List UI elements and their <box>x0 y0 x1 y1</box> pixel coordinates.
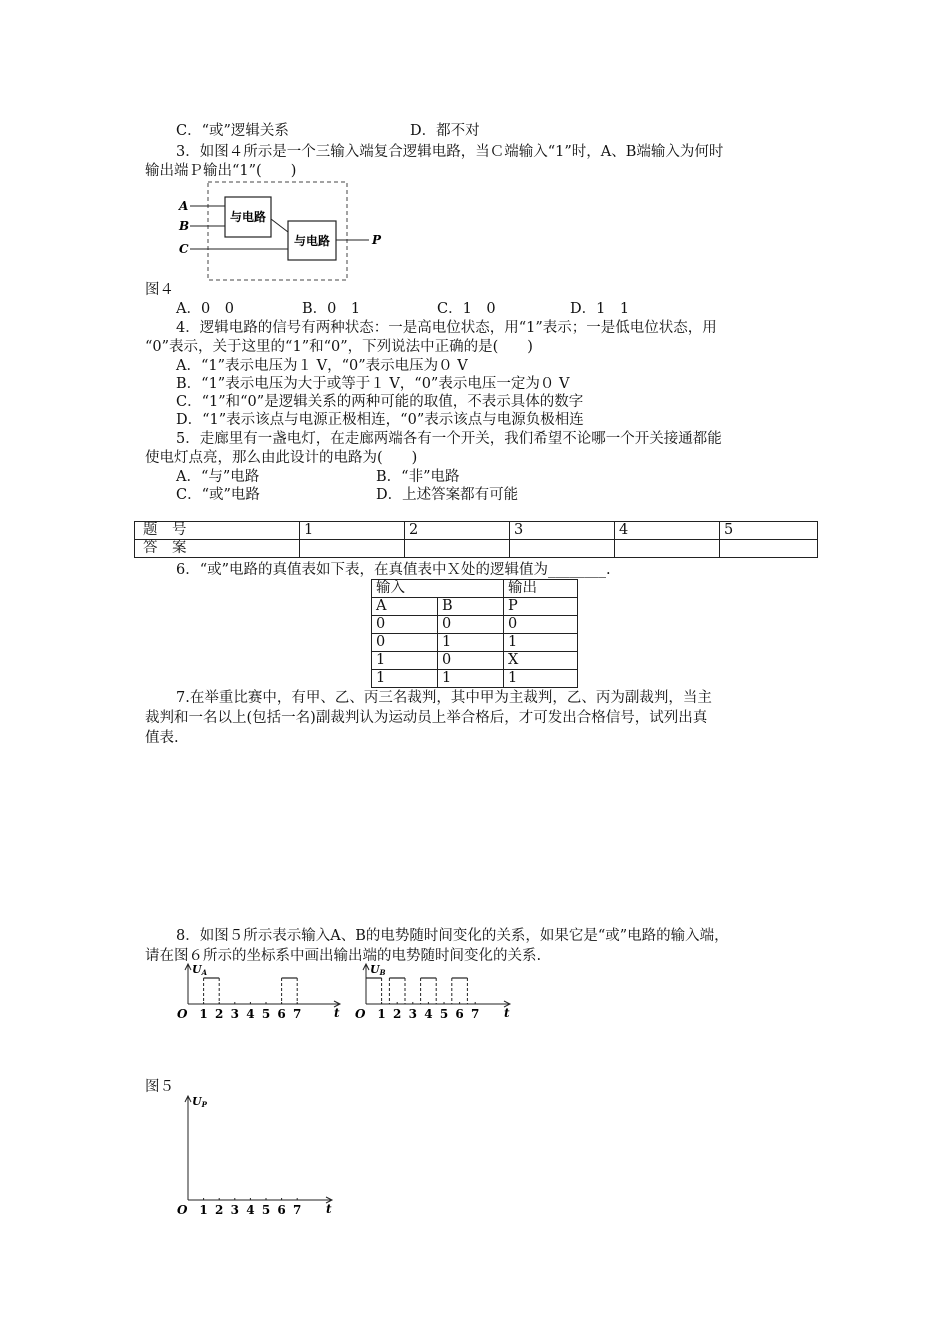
header-input: 输入 <box>372 580 504 598</box>
q5-text-line1: 5．走廊里有一盏电灯，在走廊两端各有一个开关，我们希望不论哪一个开关接通都能 <box>176 431 722 447</box>
ua-tick-label: 1 <box>199 1007 208 1021</box>
cell: 1 <box>438 634 504 652</box>
answer-cell-3[interactable] <box>510 540 615 558</box>
cell: 0 <box>438 652 504 670</box>
q3-option-c: C．1 0 <box>437 301 496 317</box>
q3-option-a: A．0 0 <box>176 301 234 317</box>
question-number-5: 5 <box>720 522 818 540</box>
ub-tick-label: 6 <box>455 1007 464 1021</box>
ub-tick-label: 2 <box>393 1007 402 1021</box>
table-row <box>135 522 818 540</box>
cell: 1 <box>438 670 504 688</box>
cell: 0 <box>372 616 438 634</box>
ub-y-label: UB <box>370 963 386 977</box>
input-b-label: B <box>179 219 190 233</box>
table-row <box>372 616 578 634</box>
col-a: A <box>372 598 438 616</box>
q7-text-line1: 7.在举重比赛中，有甲、乙、丙三名裁判，其中甲为主裁判，乙、丙为副裁判，当主 <box>176 690 712 706</box>
up-tick-label: 2 <box>215 1203 224 1217</box>
ub-t-label: t <box>504 1006 510 1020</box>
up-y-label-sub: P <box>201 1100 207 1109</box>
answer-cell-2[interactable] <box>405 540 510 558</box>
ub-tick-label: 5 <box>439 1007 449 1021</box>
ua-y-label-sub: A <box>201 968 208 977</box>
ua-tick-label: 4 <box>246 1007 255 1021</box>
figure-5-caption: 图５ <box>145 1079 174 1095</box>
cell: 1 <box>504 670 578 688</box>
q3-option-d: D．1 1 <box>570 301 630 317</box>
up-tick-label: 7 <box>293 1203 302 1217</box>
q5-option-d: D．上述答案都有可能 <box>376 487 519 503</box>
q8-text-line1: 8．如图５所示表示输入A、B的电势随时间变化的关系，如果它是“或”电路的输入端， <box>176 928 729 944</box>
table-row <box>135 540 818 558</box>
figure-4-caption: 图４ <box>145 282 174 298</box>
q3-text-line1: 3．如图４所示是一个三输入端复合逻辑电路，当Ｃ端输入“1”时，A、B端输入为何时 <box>176 144 724 160</box>
answer-table <box>134 521 818 558</box>
question-number-4: 4 <box>615 522 720 540</box>
input-a-label: A <box>179 199 189 213</box>
header-output: 输出 <box>504 580 578 598</box>
table-row <box>372 652 578 670</box>
cell: 1 <box>372 652 438 670</box>
q5-option-c: C．“或”电路 <box>176 487 260 503</box>
up-y-label: UP <box>192 1095 207 1109</box>
up-tick-label: 3 <box>230 1203 239 1217</box>
up-voltage-graph <box>172 1094 352 1224</box>
q2-option-d: D．都不对 <box>410 123 480 139</box>
q3-text-line2: 输出端Ｐ输出“1”( ) <box>145 163 297 179</box>
ub-voltage-graph <box>350 962 530 1022</box>
ua-tick-label: 6 <box>277 1007 286 1021</box>
ua-voltage-graph <box>172 962 352 1022</box>
q6-text: 6．“或”电路的真值表如下表，在真值表中Ｘ处的逻辑值为________. <box>176 562 611 578</box>
question-number-2: 2 <box>405 522 510 540</box>
ua-tick-label: 3 <box>230 1007 239 1021</box>
table-row <box>372 598 578 616</box>
q2-option-c: C．“或”逻辑关系 <box>176 123 289 139</box>
q7-text-line3: 值表. <box>145 730 179 746</box>
col-p: P <box>504 598 578 616</box>
q4-option-a: A．“1”表示电压为１ V，“0”表示电压为０ V <box>176 358 468 374</box>
q5-option-a: A．“与”电路 <box>176 469 260 485</box>
and-gate-2-label: 与电路 <box>293 234 331 248</box>
ub-origin-label: O <box>355 1007 366 1021</box>
q5-option-b: B．“非”电路 <box>376 469 460 485</box>
table-row <box>372 580 578 598</box>
answer-cell-5[interactable] <box>720 540 818 558</box>
ua-y-label: UA <box>192 963 208 977</box>
cell: 0 <box>504 616 578 634</box>
figure-4-circuit <box>170 178 390 284</box>
row-label-number: 题 号 <box>135 522 300 540</box>
ua-tick-label: 7 <box>293 1007 302 1021</box>
output-p-label: P <box>372 233 382 247</box>
q4-option-b: B．“1”表示电压为大于或等于１ V，“0”表示电压一定为０ V <box>176 376 570 392</box>
cell: 0 <box>372 634 438 652</box>
cell: 0 <box>438 616 504 634</box>
answer-cell-1[interactable] <box>300 540 405 558</box>
ua-tick-label: 2 <box>215 1007 224 1021</box>
q4-text-line1: 4．逻辑电路的信号有两种状态：一是高电位状态，用“1”表示；一是低电位状态，用 <box>176 320 717 336</box>
col-b: B <box>438 598 504 616</box>
q4-option-c: C．“1”和“0”是逻辑关系的两种可能的取值，不表示具体的数字 <box>176 394 584 410</box>
ua-t-label: t <box>334 1006 340 1020</box>
q3-option-b: B．0 1 <box>302 301 361 317</box>
truth-table <box>371 579 578 688</box>
cell: 1 <box>504 634 578 652</box>
ub-y-label-sub: B <box>379 968 386 977</box>
table-row <box>372 634 578 652</box>
q4-option-d: D．“1”表示该点与电源正极相连，“0”表示该点与电源负极相连 <box>176 412 584 428</box>
cell: 1 <box>372 670 438 688</box>
up-tick-label: 1 <box>199 1203 208 1217</box>
cell-x: X <box>504 652 578 670</box>
ub-tick-label: 1 <box>377 1007 386 1021</box>
input-c-label: C <box>179 242 189 256</box>
up-tick-label: 5 <box>261 1203 271 1217</box>
up-t-label: t <box>326 1202 332 1216</box>
ua-origin-label: O <box>177 1007 188 1021</box>
ub-tick-label: 3 <box>408 1007 417 1021</box>
question-number-1: 1 <box>300 522 405 540</box>
ub-tick-label: 7 <box>471 1007 480 1021</box>
answer-cell-4[interactable] <box>615 540 720 558</box>
ub-tick-label: 4 <box>424 1007 433 1021</box>
q7-text-line2: 裁判和一名以上(包括一名)副裁判认为运动员上举合格后，才可发出合格信号，试列出真 <box>145 710 708 726</box>
q4-text-line2: “0”表示，关于这里的“1”和“0”，下列说法中正确的是( ) <box>145 339 533 355</box>
and-gate-1-label: 与电路 <box>229 210 267 224</box>
row-label-answer: 答 案 <box>135 540 300 558</box>
up-tick-label: 6 <box>277 1203 286 1217</box>
q5-text-line2: 使电灯点亮，那么由此设计的电路为( ) <box>145 450 418 466</box>
table-row <box>372 670 578 688</box>
up-tick-label: 4 <box>246 1203 255 1217</box>
q8-text-line2: 请在图６所示的坐标系中画出输出端的电势随时间变化的关系. <box>145 948 542 964</box>
question-number-3: 3 <box>510 522 615 540</box>
ua-tick-label: 5 <box>261 1007 271 1021</box>
up-origin-label: O <box>177 1203 188 1217</box>
